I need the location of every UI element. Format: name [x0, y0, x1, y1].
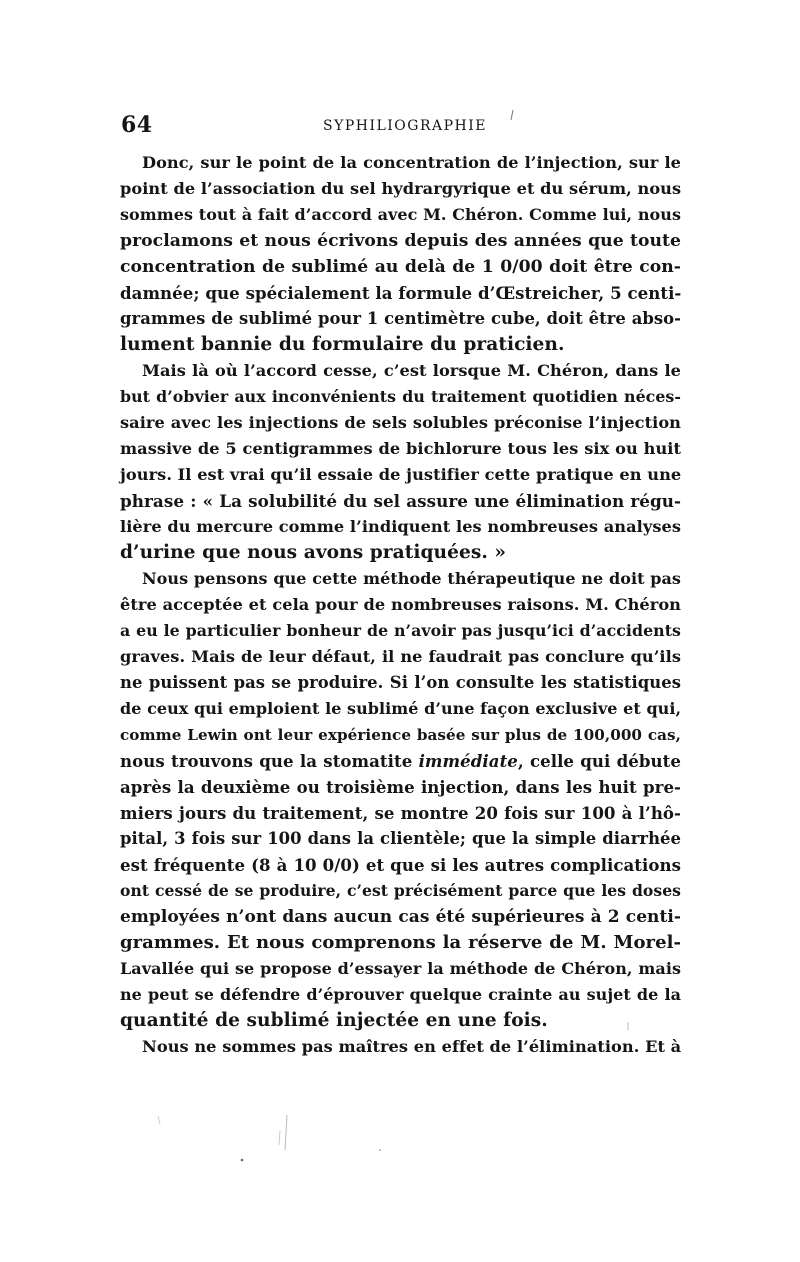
text-line: grammes de sublimé pour 1 centimètre cube, doit être abso- — [120, 309, 681, 328]
running-head: SYPHILIOGRAPHIE — [322, 118, 487, 134]
paragraph — [120, 1034, 681, 1060]
text-line: après la deuxième ou troisième injection, dans les huit pre- — [120, 777, 681, 797]
text-line: pital, 3 fois sur 100 dans la clientèle; que la simple diarrhée — [120, 829, 681, 848]
paragraph — [120, 150, 681, 358]
text-line: phrase : « La solubilité du sel assure une élimination régu- — [120, 491, 681, 511]
text-line: a eu le particulier bonheur de n’avoir pas jusqu’ici d’accidents — [120, 621, 681, 640]
paragraph — [120, 566, 681, 1034]
text-line: concentration de sublimé au delà de 1 0/00 doit être con- — [120, 257, 681, 277]
text-line: but d’obvier aux inconvénients du traitement quotidien néces- — [120, 387, 681, 406]
text-line: sommes tout à fait d’accord avec M. Chéron. Comme lui, nous — [120, 205, 681, 224]
page-number: 64 — [121, 112, 153, 138]
text-line: est fréquente (8 à 10 0/0) et que si les autres complications — [120, 855, 681, 875]
page-header — [121, 112, 681, 142]
text-line: ne puissent pas se produire. Si l’on consulte les statistiques — [120, 673, 681, 692]
text-line: être acceptée et cela pour de nombreuses raisons. M. Chéron — [120, 595, 681, 614]
text-line: grammes. Et nous comprenons la réserve de M. Morel- — [120, 932, 681, 953]
text-line: jours. Il est vrai qu’il essaie de justifier cette pratique en une — [120, 465, 682, 484]
body-text — [120, 150, 681, 1060]
text-line: ont cessé de se produire, c’est précisément parce que les doses — [120, 881, 681, 900]
text-line: miers jours du traitement, se montre 20 fois sur 100 à l’hô- — [120, 803, 681, 823]
text-line: d’urine que nous avons pratiquées. » — [120, 542, 507, 563]
text-line: Nous pensons que cette méthode thérapeutique ne doit pas — [142, 569, 681, 588]
text-line: Donc, sur le point de la concentration de l’injection, sur le — [142, 153, 681, 172]
text-line: damnée; que spécialement la formule d’Œstreicher, 5 centi- — [120, 283, 682, 303]
text-line: massive de 5 centigrammes de bichlorure tous les six ou huit — [120, 439, 681, 458]
paragraph — [120, 358, 681, 566]
text-line: de ceux qui emploient le sublimé d’une façon exclusive et qui, — [120, 699, 682, 718]
text-line: Mais là où l’accord cesse, c’est lorsque M. Chéron, dans le — [142, 361, 681, 380]
text-line: employées n’ont dans aucun cas été supérieures à 2 centi- — [120, 907, 681, 927]
text-line: lument bannie du formulaire du praticien. — [120, 334, 565, 355]
text-line: proclamons et nous écrivons depuis des années que toute — [120, 231, 681, 251]
text-line: Nous ne sommes pas maîtres en effet de l’élimination. Et à — [142, 1037, 682, 1056]
italic-word: immédiate — [418, 751, 518, 771]
text-line: graves. Mais de leur défaut, il ne faudrait pas conclure qu’ils — [120, 647, 681, 666]
text-line: nous trouvons que la stomatite immédiate, celle qui débute — [120, 751, 681, 771]
text-line: point de l’association du sel hydrargyrique et du sérum, nous — [120, 179, 682, 198]
text-line: lière du mercure comme l’indiquent les nombreuses analyses — [120, 517, 681, 536]
text-line: Lavallée qui se propose d’essayer la méthode de Chéron, mais — [120, 959, 681, 978]
text-line: comme Lewin ont leur expérience basée sur plus de 100,000 cas, — [120, 726, 681, 744]
text-line: saire avec les injections de sels solubles préconise l’injection — [120, 413, 681, 432]
text-line: quantité de sublimé injectée en une fois. — [120, 1010, 548, 1031]
text-line: ne peut se défendre d’éprouver quelque crainte au sujet de la — [120, 985, 681, 1004]
